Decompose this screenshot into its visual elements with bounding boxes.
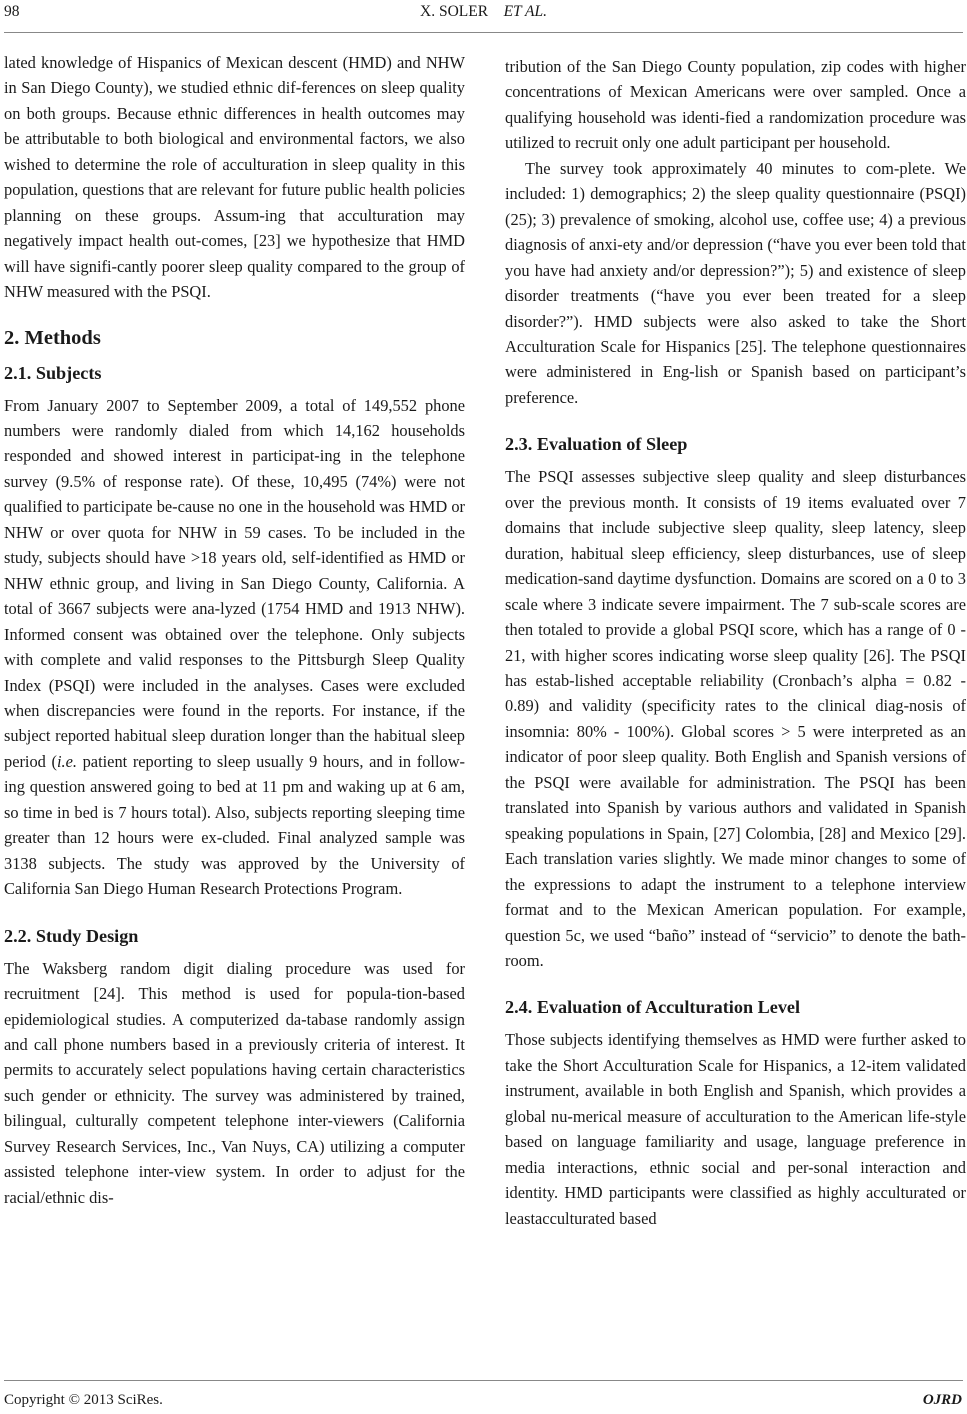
acculturation-paragraph: Those subjects identifying themselves as HMD were further asked to take the Short Acculturation Scale for Hispanics, a 12-item validated instrument, available in both English and Spanish, which provides a global nu-merical measure of acculturation to the American life-style based on language familiarity and usage, language preference in media interactions, ethnic social and per-sonal interaction and identity. HMD participants were classified as highly acculturated or leastacculturated based xyxy=(505,1030,966,1228)
sleep-heading: 2.3. Evaluation of Sleep xyxy=(505,434,688,455)
left-column xyxy=(4,50,465,1210)
intro-paragraph: lated knowledge of Hispanics of Mexican descent (HMD) and NHW in San Diego County), we studied ethnic dif-ferences on sleep quality on both groups. Because ethnic differences in health outcomes may be attributable to both biological and environmental factors, we also wished to determine the role of acculturation in sleep quality in this population, questions that are relevant for future public health policies planning on these groups. Assum-ing that acculturation may negatively impact health out-comes, [23] we hypothesize that HMD will have signifi-cantly poorer sleep quality compared to the group of NHW measured with the PSQI. xyxy=(4,53,465,302)
journal-abbrev: OJRD xyxy=(922,1392,962,1408)
copyright-text: Copyright © 2013 SciRes. xyxy=(4,1392,163,1408)
design-continued-paragraph: tribution of the San Diego County population, zip codes with higher concentrations of Mexican Americans were over sampled. Once a qualifying household was identi-fied a randomization procedure was utilized to recruit only one adult participant per household. xyxy=(505,57,966,153)
methods-heading: 2. Methods xyxy=(4,326,101,349)
subjects-paragraph xyxy=(4,393,465,902)
running-authors: X. SOLER xyxy=(420,3,489,20)
header-rule xyxy=(4,32,963,33)
page-header xyxy=(0,0,967,40)
running-etal: ET AL. xyxy=(503,3,547,20)
survey-paragraph: The survey took approximately 40 minutes to com-plete. We included: 1) demographics; 2) the sleep quality questionnaire (PSQI) (25); 3) prevalence of smoking, alcohol use, coffee use; 4) a previous diagnosis of anxi-ety and/or depression (“have you ever been told that you have had anxiety and/or depression?”); 5) and existence of sleep disorder treatments (“have you ever been treated for a sleep disorder?”). HMD subjects were also asked to take the Short Acculturation Scale for Hispanics [25]. The telephone questionnaires were administered in Eng-lish or Spanish based on participant’s preference. xyxy=(505,158,966,407)
right-column xyxy=(505,54,966,1231)
running-head xyxy=(0,3,967,21)
subjects-text-a: From January 2007 to September 2009, a total of 149,552 phone numbers were randomly dialed from which 14,162 households responded and showed interest in participat-ing in the telephone survey (9.5% of response rate). Of these, 10,495 (74%) were not qualified to participate be-cause no one in the household was HMD or NHW or over quota for NHW in 59 cases. To be included in the study, subjects should have >18 years old, self-identified as HMD or NHW ethnic group, and living in San Diego County, California. A total of 3667 subjects were ana-lyzed (1754 HMD and 1913 NHW). Informed consent was obtained over the telephone. Only subjects with complete and valid responses to the Pittsburgh Sleep Quality Index (PSQI) were included in the analyses. Cases were excluded when discrepancies were found in the reports. For instance, if the subject reported habitual sleep duration longer than the habitual sleep period ( xyxy=(4,395,465,771)
design-heading: 2.2. Study Design xyxy=(4,925,139,946)
subjects-text-italic: i.e. xyxy=(56,751,77,771)
subjects-text-b: patient reporting to sleep usually 9 hours, and in follow-ing question answered going to bed at 11 pm and waking up at 6 am, so time in bed is 7 hours total). Also, subjects reporting sleeping time greater than 12 hours were ex-cluded. Final analyzed sample was 3138 subjects. The study was approved by the University of California San Diego Human Research Protections Program. xyxy=(4,751,465,899)
page-footer xyxy=(0,1380,967,1410)
acculturation-heading: 2.4. Evaluation of Acculturation Level xyxy=(505,997,801,1018)
sleep-paragraph: The PSQI assesses subjective sleep quality and sleep disturbances over the previous month. It consists of 19 items evaluated over 7 domains that include subjective sleep quality, sleep latency, sleep duration, habitual sleep efficiency, sleep disturbances, use of sleep medication-sand daytime dysfunction. Domains are scored on a 0 to 3 scale where 3 indicate severe impairment. The 7 sub-scale scores are then totaled to provide a global PSQI score, which has a range of 0 - 21, with higher scores indicating worse sleep quality [26]. The PSQI has estab-lished acceptable reliability (Cronbach’s alpha = 0.82 - 0.89) and validity (specificity rates to the clinical diag-nosis of insomnia: 80% - 100%). Global scores > 5 were interpreted as an indicator of poor sleep quality. Both English and Spanish versions of the PSQI were available for administration. The PSQI has been translated into Spanish by various authors and validated in Spanish speaking populations in Spain, [27] Colombia, [28] and Mexico [29]. Each translation varies slightly. We made minor changes to some of the expressions to adapt the instrument to a telephone interview format and to the Mexican American population. For example, question 5c, we used “baño” instead of “servicio” to denote the bath-room. xyxy=(505,467,966,970)
page-number: 98 xyxy=(4,3,20,20)
footer-rule xyxy=(4,1380,963,1381)
design-paragraph: The Waksberg random digit dialing procedure was used for recruitment [24]. This method is used for popula-tion-based epidemiological studies. A computerized da-tabase randomly assign and call phone numbers based in a previously criteria of interest. It permits to accurately select populations having certain characteristics such gender or ethnicity. The survey was administered by trained, bilingual, culturally competent telephone inter-viewers (California Survey Research Services, Inc., Van Nuys, CA) utilizing a computer assisted telephone inter-view system. In order to adjust for the racial/ethnic dis- xyxy=(4,958,465,1207)
subjects-heading: 2.1. Subjects xyxy=(4,362,102,383)
